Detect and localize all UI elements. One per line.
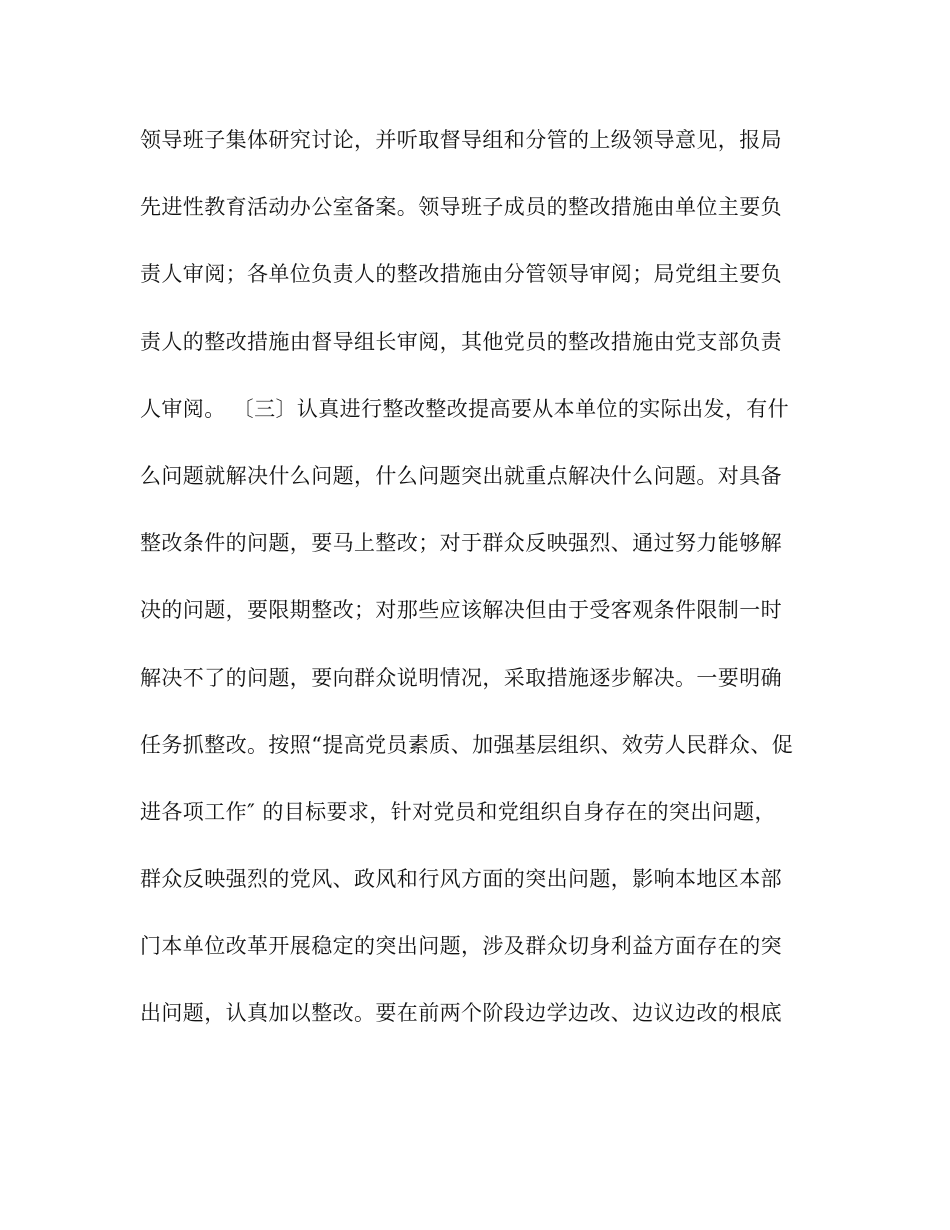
text-line-14: 出问题，认真加以整改。要在前两个阶段边学边改、边议边改的根底 (140, 1001, 782, 1026)
text-line-6: 么问题就解决什么问题，什么问题突出就重点解决什么问题。对具备 (140, 463, 782, 488)
text-line-13: 门本单位改革开展稳定的突出问题，涉及群众切身利益方面存在的突 (140, 934, 782, 959)
text-line-4: 责人的整改措施由督导组长审阅，其他党员的整改措施由党支部负责 (140, 329, 782, 354)
text-line-3: 责人审阅；各单位负责人的整改措施由分管领导审阅；局党组主要负 (140, 262, 782, 287)
text-line-2: 先进性教育活动办公室备案。领导班子成员的整改措施由单位主要负 (140, 195, 782, 220)
text-line-9: 解决不了的问题，要向群众说明情况，采取措施逐步解决。一要明确 (140, 665, 782, 690)
text-line-10: 任务抓整改。按照“提高党员素质、加强基层组织、效劳人民群众、促 (140, 732, 794, 757)
text-line-8: 决的问题，要限期整改；对那些应该解决但由于受客观条件限制一时 (140, 598, 782, 623)
text-line-1: 领导班子集体研究讨论，并听取督导组和分管的上级领导意见，报局 (140, 128, 782, 152)
text-line-12: 群众反映强烈的党风、政风和行风方面的突出问题，影响本地区本部 (140, 867, 782, 892)
body-text (140, 118, 820, 1059)
text-line-5: 人审阅。 〔三〕认真进行整改整改提高要从本单位的实际出发，有什 (140, 396, 790, 421)
text-line-11: 进各项工作″ 的目标要求，针对党员和党组织自身存在的突出问题， (140, 799, 776, 824)
text-line-7: 整改条件的问题，要马上整改；对于群众反映强烈、通过努力能够解 (140, 531, 782, 556)
